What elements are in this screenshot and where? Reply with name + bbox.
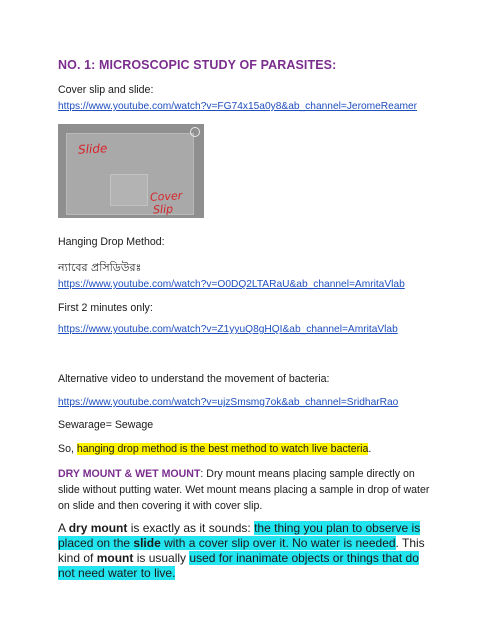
handwritten-slide-label: Slide: [77, 141, 108, 157]
conclusion-line: [58, 443, 371, 455]
highlighted-text: used for inanimate objects or things that do not need water to live.: [58, 551, 419, 580]
link-hanging-drop-video[interactable]: https://www.youtube.com/watch?v=O0DQ2LTARaU&ab_channel=AmritaVlab: [58, 279, 405, 290]
highlighted-text: with a cover slip over it. No water is needed: [160, 536, 396, 550]
cover-slip: [110, 174, 148, 206]
conclusion-prefix: So,: [58, 443, 77, 455]
handwritten-slip-label: Slip: [152, 202, 174, 217]
conclusion-suffix: .: [368, 443, 372, 455]
conclusion-highlight: hanging drop method is the best method to watch live bacteria: [76, 443, 369, 455]
text-run: . This kind of: [58, 536, 425, 565]
highlighted-text: the thing you plan to observe is placed on the: [58, 521, 421, 550]
text-run: is usually: [133, 551, 190, 565]
bold-term-mount: mount: [96, 551, 134, 565]
text-run: A: [58, 521, 69, 535]
rotate-icon: [190, 127, 200, 137]
link-bacteria-movement-video[interactable]: https://www.youtube.com/watch?v=ujzSmsmg7ok&ab_channel=SridharRao: [58, 397, 399, 408]
dry-wet-mount-heading: DRY MOUNT & WET MOUNT: [58, 468, 201, 480]
dry-wet-mount-text: : Dry mount means placing sample directly on slide without putting water. Wet mount means placing a sample in drop of water on slide and then covering it with cover slip.: [58, 468, 430, 512]
bold-term-dry-mount: dry mount: [68, 521, 128, 535]
page-title: NO. 1: MICROSCOPIC STUDY OF PARASITES:: [58, 58, 337, 72]
handwritten-cover-label: Cover: [149, 189, 183, 204]
link-cover-slip-video[interactable]: https://www.youtube.com/watch?v=FG74x15a0y8&ab_channel=JeromeReamer: [58, 101, 418, 112]
slide-photo: [58, 124, 204, 218]
dry-mount-explanation: [58, 521, 428, 581]
hanging-drop-label: Hanging Drop Method:: [58, 236, 165, 248]
alternative-video-label: Alternative video to understand the movement of bacteria:: [58, 373, 330, 385]
cover-slip-label: Cover slip and slide:: [58, 84, 154, 96]
bold-highlight-slide: slide: [133, 536, 161, 550]
text-run: is exactly as it sounds:: [127, 521, 255, 535]
dry-wet-mount-paragraph: [58, 466, 438, 514]
sewarage-note: Sewarage= Sewage: [58, 419, 154, 431]
bengali-label: ন্যাবের প্রসিডিউরঃ: [58, 261, 142, 274]
first-two-minutes-label: First 2 minutes only:: [58, 302, 153, 314]
link-first-two-minutes-video[interactable]: https://www.youtube.com/watch?v=Z1yyuQ8gHQI&ab_channel=AmritaVlab: [58, 324, 398, 335]
